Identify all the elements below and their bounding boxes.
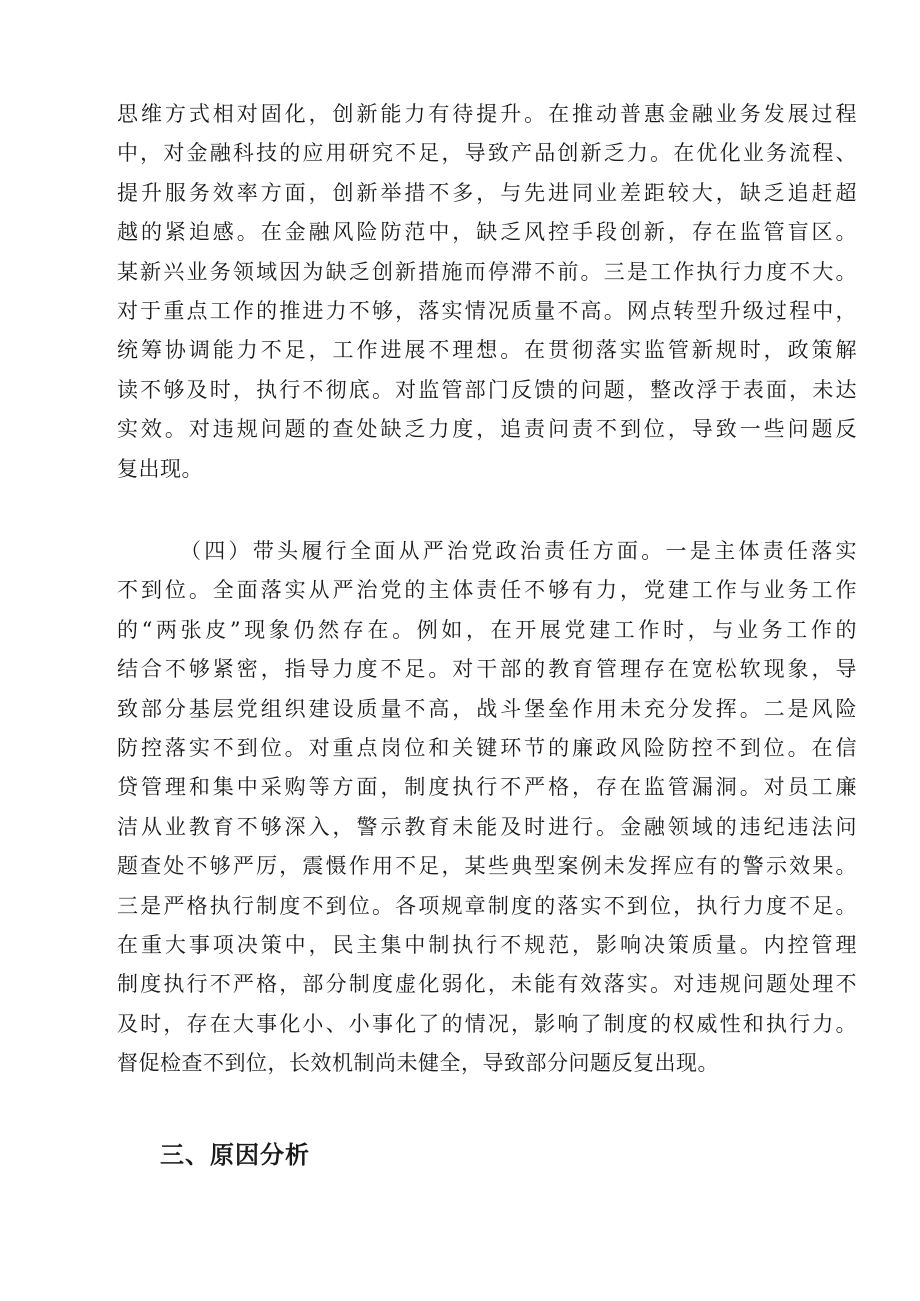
paragraph-line: 防控落实不到位。对重点岗位和关键环节的廉政风险防控不到位。在信 bbox=[117, 735, 857, 760]
paragraph-line: 提升服务效率方面，创新举措不多，与先进同业差距较大，缺乏追赶超 bbox=[117, 180, 857, 205]
paragraph-line: 某新兴业务领域因为缺乏创新措施而停滞不前。三是工作执行力度不大。 bbox=[117, 259, 857, 284]
paragraph-line: 结合不够紧密，指导力度不足。对干部的教育管理存在宽松软现象，导 bbox=[117, 657, 857, 682]
paragraph-line: 致部分基层党组织建设质量不高，战斗堡垒作用未充分发挥。二是风险 bbox=[117, 696, 857, 721]
paragraph-line: 贷管理和集中采购等方面，制度执行不严格，存在监管漏洞。对员工廉 bbox=[117, 775, 857, 800]
paragraph-line: 读不够及时，执行不彻底。对监管部门反馈的问题，整改浮于表面，未达 bbox=[117, 377, 857, 402]
paragraph-party-governance bbox=[117, 532, 857, 1083]
paragraph-line: （四）带头履行全面从严治党政治责任方面。一是主体责任落实 bbox=[180, 539, 857, 563]
paragraph-line: 中，对金融科技的应用研究不足，导致产品创新乏力。在优化业务流程、 bbox=[117, 141, 857, 166]
paragraph-line: 题查处不够严厉，震慑作用不足，某些典型案例未发挥应有的警示效果。 bbox=[117, 854, 857, 879]
paragraph-line: 实效。对违规问题的查处缺乏力度，追责问责不到位，导致一些问题反 bbox=[117, 417, 857, 442]
paragraph-line: 越的紧迫感。在金融风险防范中，缺乏风控手段创新，存在监管盲区。 bbox=[117, 220, 857, 245]
section-heading: 三、原因分析 bbox=[160, 1141, 310, 1169]
paragraph-line: 督促检查不到位，长效机制尚未健全，导致部分问题反复出现。 bbox=[117, 1051, 719, 1076]
paragraph-line: 对于重点工作的推进力不够，落实情况质量不高。网点转型升级过程中， bbox=[117, 298, 857, 323]
paragraph-line: 在重大事项决策中，民主集中制执行不规范，影响决策质量。内控管理 bbox=[117, 932, 857, 957]
paragraph-line: 不到位。全面落实从严治党的主体责任不够有力，党建工作与业务工作 bbox=[117, 578, 857, 603]
paragraph-line: 的“两张皮”现象仍然存在。例如，在开展党建工作时，与业务工作的 bbox=[117, 617, 857, 642]
paragraph-line: 复出现。 bbox=[117, 456, 203, 481]
paragraph-innovation-execution bbox=[117, 95, 857, 489]
paragraph-line: 统筹协调能力不足，工作进展不理想。在贯彻落实监管新规时，政策解 bbox=[117, 338, 857, 363]
paragraph-line: 洁从业教育不够深入，警示教育未能及时进行。金融领域的违纪违法问 bbox=[117, 814, 857, 839]
paragraph-line: 制度执行不严格，部分制度虚化弱化，未能有效落实。对违规问题处理不 bbox=[117, 972, 857, 997]
paragraph-line: 及时，存在大事化小、小事化了的情况，影响了制度的权威性和执行力。 bbox=[117, 1011, 857, 1036]
paragraph-line: 思维方式相对固化，创新能力有待提升。在推动普惠金融业务发展过程 bbox=[117, 102, 857, 126]
paragraph-line: 三是严格执行制度不到位。各项规章制度的落实不到位，执行力度不足。 bbox=[117, 893, 857, 918]
